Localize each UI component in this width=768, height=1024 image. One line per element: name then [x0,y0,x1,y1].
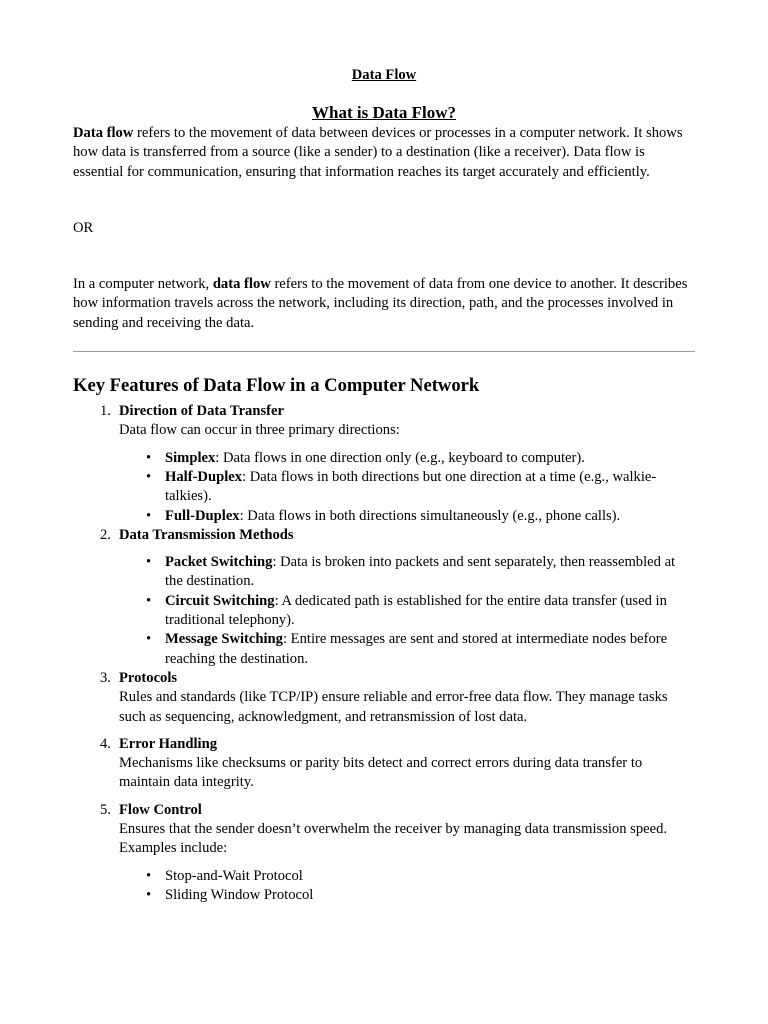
feature-item [73,669,695,727]
bullet-text: : Data flows in both directions simultaneously (e.g., phone calls). [239,507,621,524]
bullet-text: : A dedicated path is established for the entire data transfer (used in traditional telephony). [165,592,667,629]
feature-item [73,402,695,526]
horizontal-divider [73,351,695,352]
feature-number: 3. [100,669,111,686]
bullet-dot: • [146,631,152,648]
bullet-item [119,507,695,526]
bullet-item [119,468,695,507]
features-list [73,402,695,905]
feature-description: Mechanisms like checksums or parity bits detect and correct errors during data transfer to maintain data integrity. [119,755,643,791]
bullet-dot: • [146,592,152,609]
feature-item [73,735,695,793]
feature-number: 4. [100,735,111,752]
feature-title: Direction of Data Transfer [119,403,284,420]
feature-number: 2. [100,526,111,543]
bullet-term: Message Switching [165,631,283,648]
intro-paragraph [73,124,695,182]
intro-text: refers to the movement of data between devices or processes in a computer network. It shows how data is transferred from a source (like a sender) to a destination (like a receiver). Data flow is essential for communication, ensuring that information reaches its target accurately and efficiently. [73,125,683,180]
bullet-dot: • [146,449,152,466]
feature-description: Data flow can occur in three primary directions: [119,422,400,439]
or-separator: OR [73,219,94,236]
feature-title: Protocols [119,669,178,686]
bullet-text: Sliding Window Protocol [165,886,314,903]
document-title: Data Flow [351,67,417,83]
bullet-dot: • [146,468,152,485]
bullet-text: : Data is broken into packets and sent separately, then reassembled at the destination. [165,554,676,590]
feature-title: Flow Control [119,801,202,818]
bullet-item [119,630,695,669]
bullet-item [119,592,695,631]
bullet-term: Circuit Switching [165,592,275,609]
alt-prefix: In a computer network, [73,276,213,293]
bullet-term: Simplex [165,449,216,466]
bullet-text: Stop-and-Wait Protocol [165,867,303,884]
bullet-text: : Data flows in both directions but one direction at a time (e.g., walkie-talkies). [165,468,657,505]
alt-term: data flow [212,276,271,293]
feature-bullets [119,553,695,669]
bullet-term: Half-Duplex [165,468,243,485]
feature-number: 5. [100,801,111,818]
bullet-item [119,449,695,468]
bullet-item [119,867,695,886]
bullet-term: Packet Switching [165,554,273,571]
bullet-dot: • [146,867,152,884]
feature-item [73,801,695,905]
document-page [73,66,695,905]
feature-number: 1. [100,403,111,420]
bullet-dot: • [146,507,152,524]
feature-description: Rules and standards (like TCP/IP) ensure reliable and error-free data flow. They manage tasks such as sequencing, acknowledgment, and retransmission of lost data. [119,689,668,725]
feature-title: Error Handling [119,735,217,752]
feature-title: Data Transmission Methods [119,526,294,543]
bullet-text: : Data flows in one direction only (e.g., keyboard to computer). [215,449,585,466]
alt-definition-paragraph [73,275,695,333]
feature-bullets [119,449,695,526]
bullet-dot: • [146,554,152,571]
bullet-term: Full-Duplex [165,507,240,524]
intro-term: Data flow [73,125,134,141]
feature-item [73,526,695,669]
section-heading: What is Data Flow? [311,103,457,122]
bullet-dot: • [146,886,152,903]
bullet-item [119,553,695,592]
alt-text: refers to the movement of data from one device to another. It describes how information travels across the network, including its direction, path, and the processes involved in sending and receiving the data. [73,276,688,331]
feature-description: Ensures that the sender doesn’t overwhelm the receiver by managing data transmission speed. Examples include: [119,821,668,857]
features-heading: Key Features of Data Flow in a Computer Network [73,375,480,397]
feature-bullets [119,867,695,906]
bullet-text: : Entire messages are sent and stored at intermediate nodes before reaching the destination. [165,631,668,667]
bullet-item [119,886,695,905]
